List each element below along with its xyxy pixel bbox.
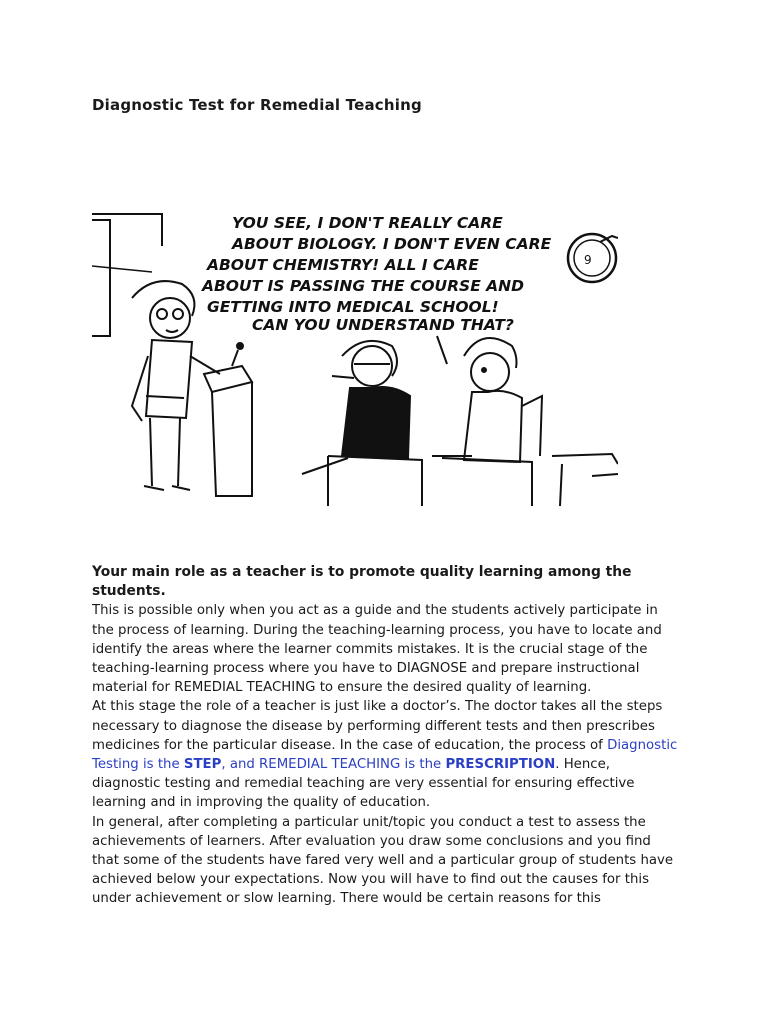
- highlight-text: , and REMEDIAL TEACHING is the: [221, 757, 446, 773]
- paragraph: In general, after completing a particular unit/topic you conduct a test to assess the achievements of learners. After evaluation you draw some conclusions and you find that some of the students have fared very well and a particular group of students have achieved below your expectations. Now you will have to find out the causes for this under achievement or slow learning. There would be certain reasons for this: [92, 814, 674, 907]
- speech-line: GETTING INTO MEDICAL SCHOOL!: [207, 298, 499, 316]
- document-title: Diagnostic Test for Remedial Teaching: [92, 96, 422, 114]
- student-figure: [302, 341, 422, 506]
- paragraph: [92, 697, 682, 812]
- speech-line: ABOUT BIOLOGY. I DON'T EVEN CARE: [232, 235, 552, 253]
- clock-icon: [568, 234, 618, 282]
- speech-line: CAN YOU UNDERSTAND THAT?: [252, 316, 514, 334]
- lead-paragraph: Your main role as a teacher is to promote quality learning among the students.: [92, 564, 632, 600]
- student-figure: [432, 338, 542, 506]
- paragraph: This is possible only when you act as a guide and the students actively participate in the process of learning. During the teaching-learning process, you have to locate and identify the areas where the learner commits mistakes. It is the crucial stage of the teaching-learning process where you have to DIAGNOSE and prepare instructional material for REMEDIAL TEACHING to ensure the desired quality of learning.: [92, 603, 662, 696]
- cartoon-drawing: [92, 206, 618, 506]
- speech-bubble: [201, 214, 552, 334]
- speech-line: YOU SEE, I DON'T REALLY CARE: [232, 214, 503, 232]
- cartoon-illustration: [92, 206, 618, 506]
- text-run: At this stage the role of a teacher is just like a doctor’s. The doctor takes all the steps necessary to diagnose the disease by performing different tests and then prescribes medicines for the particular disease. In the case of education, the process of: [92, 699, 663, 753]
- document-body: [92, 563, 682, 909]
- svg-text:9: 9: [584, 253, 592, 267]
- desk: [552, 454, 618, 506]
- highlight-text-bold: PRESCRIPTION: [445, 757, 556, 773]
- highlight-text-bold: STEP: [183, 757, 222, 773]
- speech-line: ABOUT CHEMISTRY! ALL I CARE: [207, 256, 479, 274]
- text-run: . Hence, diagnostic testing and remedial teaching are very essential for ensuring effective learning and in improving the quality of education.: [92, 757, 635, 811]
- highlight-text: Diagnostic Testing is the: [92, 737, 678, 773]
- lectern: [204, 343, 252, 496]
- speech-line: ABOUT IS PASSING THE COURSE AND: [202, 277, 525, 295]
